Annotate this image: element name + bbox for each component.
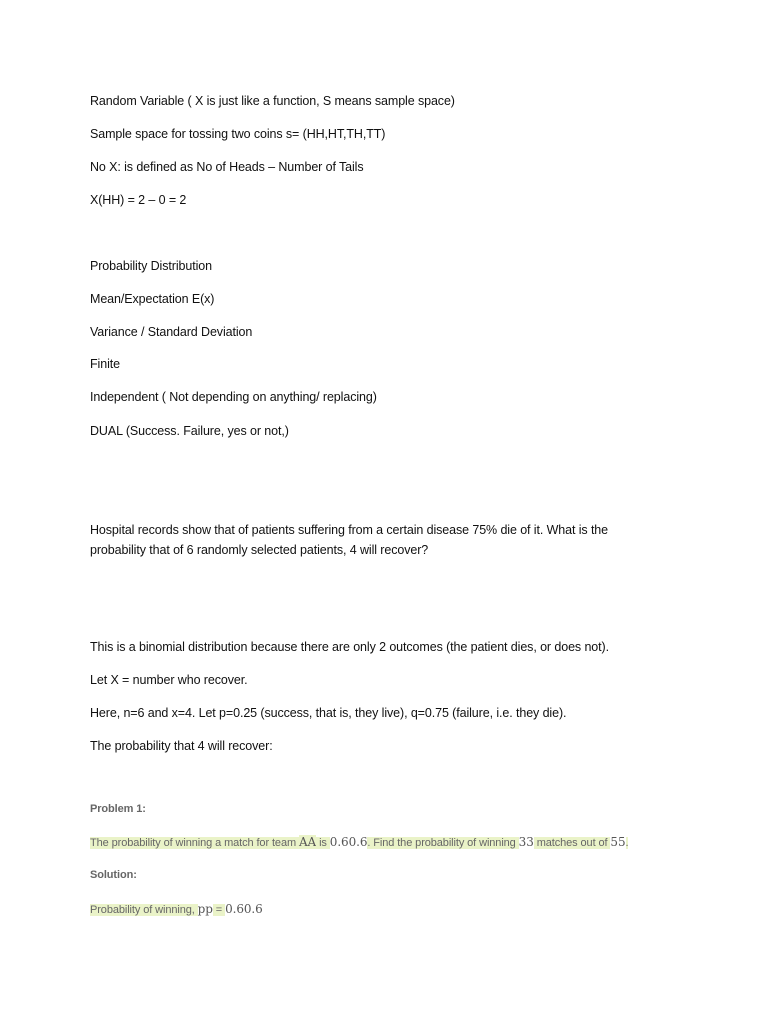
topic-item: Finite [90,357,120,371]
statement-text: . [625,837,629,849]
topic-item: Independent ( Not depending on anything/ replacing) [90,390,377,404]
solution-value: 0.60.6 [225,902,263,916]
statement-text: The probability of winning a match for team [90,837,299,849]
probability-symbol: pp [197,902,213,916]
answer-line: Here, n=6 and x=4. Let p=0.25 (success, that is, they live), q=0.75 (failure, i.e. they die). [90,706,567,720]
statement-text: matches out of [533,837,611,849]
statement-text: is [316,837,330,849]
team-symbol: AA [298,835,317,849]
problem-statement [90,835,628,849]
topic-item: DUAL (Success. Failure, yes or not,) [90,424,289,438]
example-note: X(HH) = 2 – 0 = 2 [90,193,187,207]
random-variable-note: Random Variable ( X is just like a function, S means sample space) [90,94,455,108]
problem-heading: Problem 1: [90,803,146,815]
sample-space-note: Sample space for tossing two coins s= (HH,HT,TH,TT) [90,127,386,141]
definition-note: No X: is defined as No of Heads – Number of Tails [90,160,364,174]
question-text: Hospital records show that of patients suffering from a certain disease 75% die of it. What is the probability that of 6 randomly selected patients, 4 will recover? [90,523,609,557]
topic-item: Variance / Standard Deviation [90,325,253,339]
topic-item: Probability Distribution [90,259,212,273]
solution-heading: Solution: [90,869,137,881]
total-value: 55 [610,835,626,849]
topic-item: Mean/Expectation E(x) [90,292,215,306]
solution-statement [90,902,263,916]
solution-text: = [212,904,226,916]
statement-text: . Find the probability of winning [367,837,519,849]
answer-line: This is a binomial distribution because there are only 2 outcomes (the patient dies, or does not). [90,640,609,654]
probability-value: 0.60.6 [329,835,368,849]
solution-text: Probability of winning, [90,904,198,916]
answer-line: Let X = number who recover. [90,673,248,687]
wins-value: 33 [518,835,534,849]
answer-line: The probability that 4 will recover: [90,739,273,753]
